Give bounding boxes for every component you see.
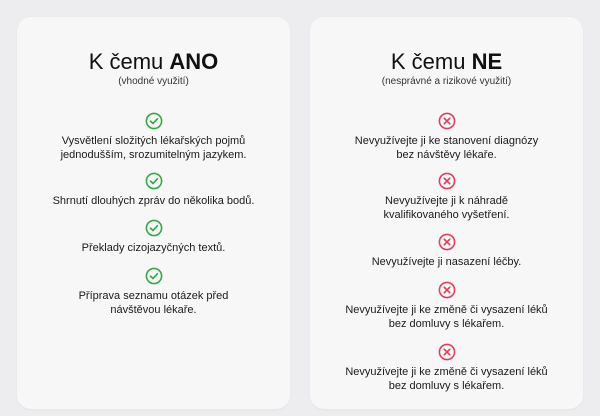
x-circle-icon: [438, 343, 456, 361]
yes-item-text: Příprava seznamu otázek před návštěvou lékaře.: [78, 290, 229, 316]
check-circle-icon: [145, 267, 163, 285]
yes-item-text: Překlady cizojazyčných textů.: [81, 242, 226, 254]
no-item: [310, 172, 583, 222]
no-item-text: Nevyužívejte ji ke změně či vysazení léků bez domluvy s lékařem.: [345, 366, 548, 392]
yes-item: [17, 172, 290, 208]
yes-item-text: Shrnutí dlouhých zpráv do několika bodů.: [52, 195, 255, 207]
no-item: [310, 233, 583, 269]
check-circle-icon: [145, 112, 163, 130]
check-circle-icon: [145, 172, 163, 190]
yes-card-subtitle: (vhodné využití): [118, 76, 189, 87]
x-circle-icon: [438, 233, 456, 251]
no-item-text: Nevyužívejte ji ke stanovení diagnózy bez návštěvy lékaře.: [354, 135, 539, 161]
yes-item: [17, 267, 290, 317]
check-circle-icon: [145, 219, 163, 237]
no-item-text: Nevyužívejte ji k náhradě kvalifikovaného vyšetření.: [383, 195, 510, 221]
x-circle-icon: [438, 112, 456, 130]
no-card-title: K čemu NE: [390, 49, 503, 74]
yes-item-text: Vysvětlení složitých lékařských pojmů jednodušším, srozumitelným jazykem.: [60, 135, 247, 161]
yes-item: [17, 112, 290, 162]
no-card: [310, 17, 583, 409]
no-item: [310, 281, 583, 331]
no-item: [310, 343, 583, 393]
no-item-text: Nevyužívejte ji ke změně či vysazení léků bez domluvy s lékařem.: [345, 304, 548, 330]
x-circle-icon: [438, 281, 456, 299]
yes-item: [17, 219, 290, 255]
yes-card: [17, 17, 290, 409]
no-item-text: Nevyužívejte ji nasazení léčby.: [371, 256, 522, 268]
yes-card-title: K čemu ANO: [88, 49, 219, 74]
no-item: [310, 112, 583, 162]
no-card-subtitle: (nesprávné a rizikové využití): [381, 76, 512, 87]
x-circle-icon: [438, 172, 456, 190]
